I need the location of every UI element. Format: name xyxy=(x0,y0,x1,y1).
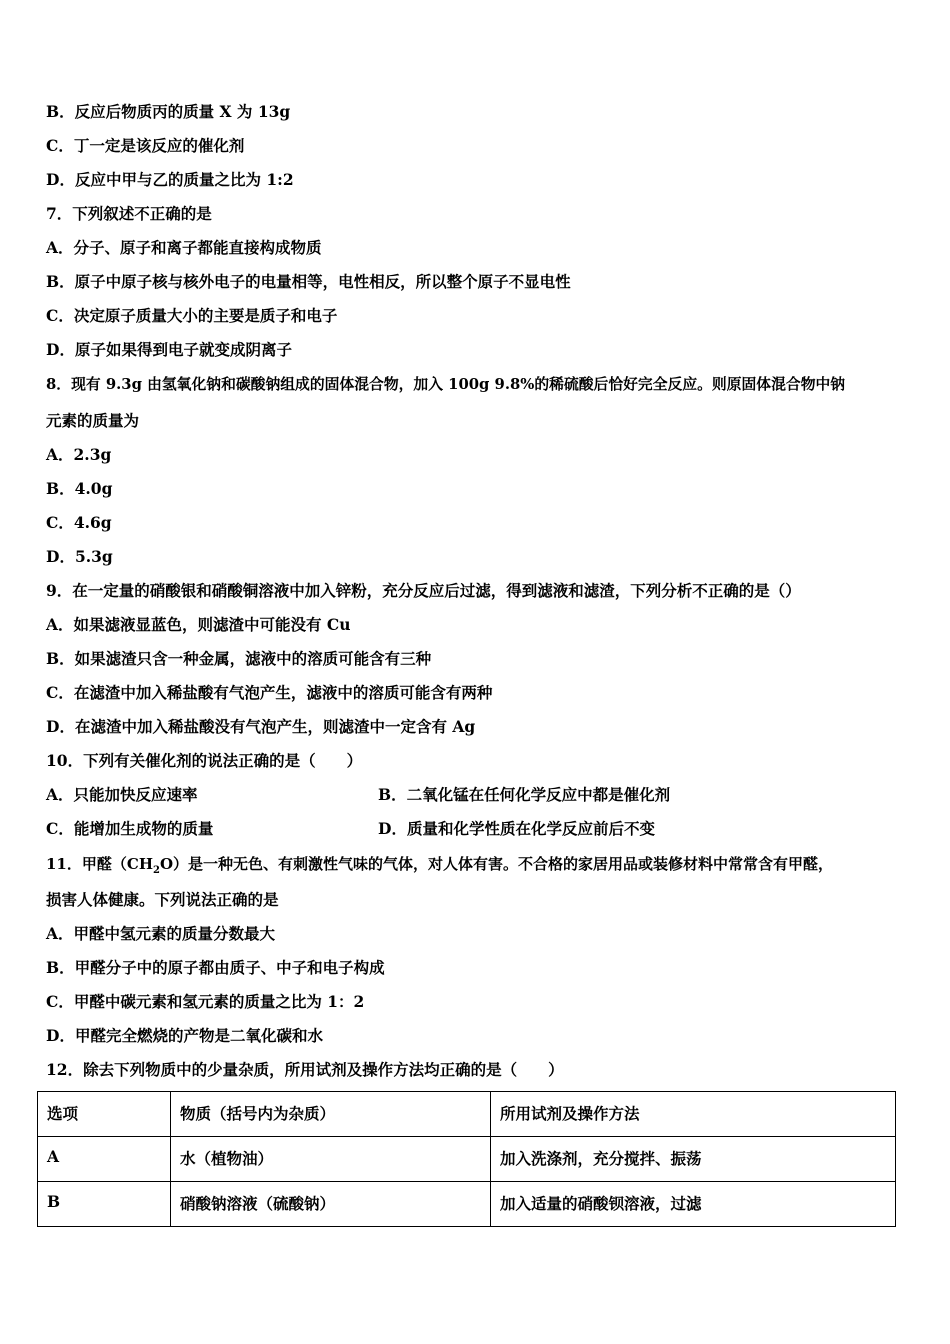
q12-stem: 12．除去下列物质中的少量杂质，所用试剂及操作方法均正确的是（ ） xyxy=(46,1060,564,1079)
q6-option-b: B．反应后物质丙的质量 X 为 13g xyxy=(46,102,291,121)
q12-table xyxy=(37,1091,896,1227)
q10-stem: 10．下列有关催化剂的说法正确的是（ ） xyxy=(46,751,363,770)
q7-option-b: B．原子中原子核与核外电子的电量相等，电性相反，所以整个原子不显电性 xyxy=(46,272,571,291)
q9-option-b: B．如果滤渣只含一种金属，滤液中的溶质可能含有三种 xyxy=(46,649,432,668)
q9-stem: 9．在一定量的硝酸银和硝酸铜溶液中加入锌粉，充分反应后过滤，得到滤液和滤渣，下列分析不正确的是（） xyxy=(46,581,801,600)
q7-option-a: A．分子、原子和离子都能直接构成物质 xyxy=(46,238,322,257)
q11-option-b: B．甲醛分子中的原子都由质子、中子和电子构成 xyxy=(46,958,385,977)
table-cell: B xyxy=(38,1182,171,1227)
q11-formula-subscript: 2 xyxy=(153,865,160,876)
table-cell: A xyxy=(38,1137,171,1182)
q7-option-d: D．原子如果得到电子就变成阴离子 xyxy=(46,340,292,359)
table-cell: 水（植物油） xyxy=(171,1137,491,1182)
q10-option-d: D．质量和化学性质在化学反应前后不变 xyxy=(378,819,655,838)
table-cell: 硝酸钠溶液（硫酸钠） xyxy=(171,1182,491,1227)
q7-option-c: C．决定原子质量大小的主要是质子和电子 xyxy=(46,306,338,325)
table-header-row xyxy=(38,1092,896,1137)
q11-stem-suffix: O）是一种无色、有刺激性气味的气体，对人体有害。不合格的家居用品或装修材料中常常含有甲醛， xyxy=(159,855,834,873)
q6-option-c: C．丁一定是该反应的催化剂 xyxy=(46,136,245,155)
table-cell: 加入洗涤剂，充分搅拌、振荡 xyxy=(491,1137,896,1182)
q9-option-a: A．如果滤液显蓝色，则滤渣中可能没有 Cu xyxy=(46,615,351,634)
q11-option-d: D．甲醛完全燃烧的产物是二氧化碳和水 xyxy=(46,1026,323,1045)
q9-option-c: C．在滤渣中加入稀盐酸有气泡产生，滤液中的溶质可能含有两种 xyxy=(46,683,493,702)
q10-option-c: C．能增加生成物的质量 xyxy=(46,819,214,838)
q8-option-c: C．4.6g xyxy=(46,513,112,532)
q11-option-c: C．甲醛中碳元素和氢元素的质量之比为 1：2 xyxy=(46,992,365,1011)
q11-stem-line1 xyxy=(46,854,833,881)
q9-option-d: D．在滤渣中加入稀盐酸没有气泡产生，则滤渣中一定含有 Ag xyxy=(46,717,476,736)
q6-option-d: D．反应中甲与乙的质量之比为 1:2 xyxy=(46,170,294,189)
q8-option-d: D．5.3g xyxy=(46,547,113,566)
q11-stem-line2: 损害人体健康。下列说法正确的是 xyxy=(46,890,279,909)
table-header-cell: 选项 xyxy=(38,1092,171,1137)
table-row xyxy=(38,1182,896,1227)
table-row xyxy=(38,1137,896,1182)
q10-option-b: B．二氧化锰在任何化学反应中都是催化剂 xyxy=(378,785,671,804)
q8-stem-line2: 元素的质量为 xyxy=(46,411,140,430)
table-cell: 加入适量的硝酸钡溶液，过滤 xyxy=(491,1182,896,1227)
q8-option-a: A．2.3g xyxy=(46,445,112,464)
table-header-cell: 所用试剂及操作方法 xyxy=(491,1092,896,1137)
q11-option-a: A．甲醛中氢元素的质量分数最大 xyxy=(46,924,276,943)
q10-option-a: A．只能加快反应速率 xyxy=(46,785,198,804)
q8-option-b: B．4.0g xyxy=(46,479,113,498)
q7-stem: 7．下列叙述不正确的是 xyxy=(46,204,212,223)
q8-stem-line1: 8．现有 9.3g 由氢氧化钠和碳酸钠组成的固体混合物，加入 100g 9.8%的稀硫酸后恰好完全反应。则原固体混合物中钠 xyxy=(46,376,846,393)
table-header-cell: 物质（括号内为杂质） xyxy=(171,1092,491,1137)
q11-stem-prefix: 11．甲醛（CH xyxy=(46,855,153,873)
